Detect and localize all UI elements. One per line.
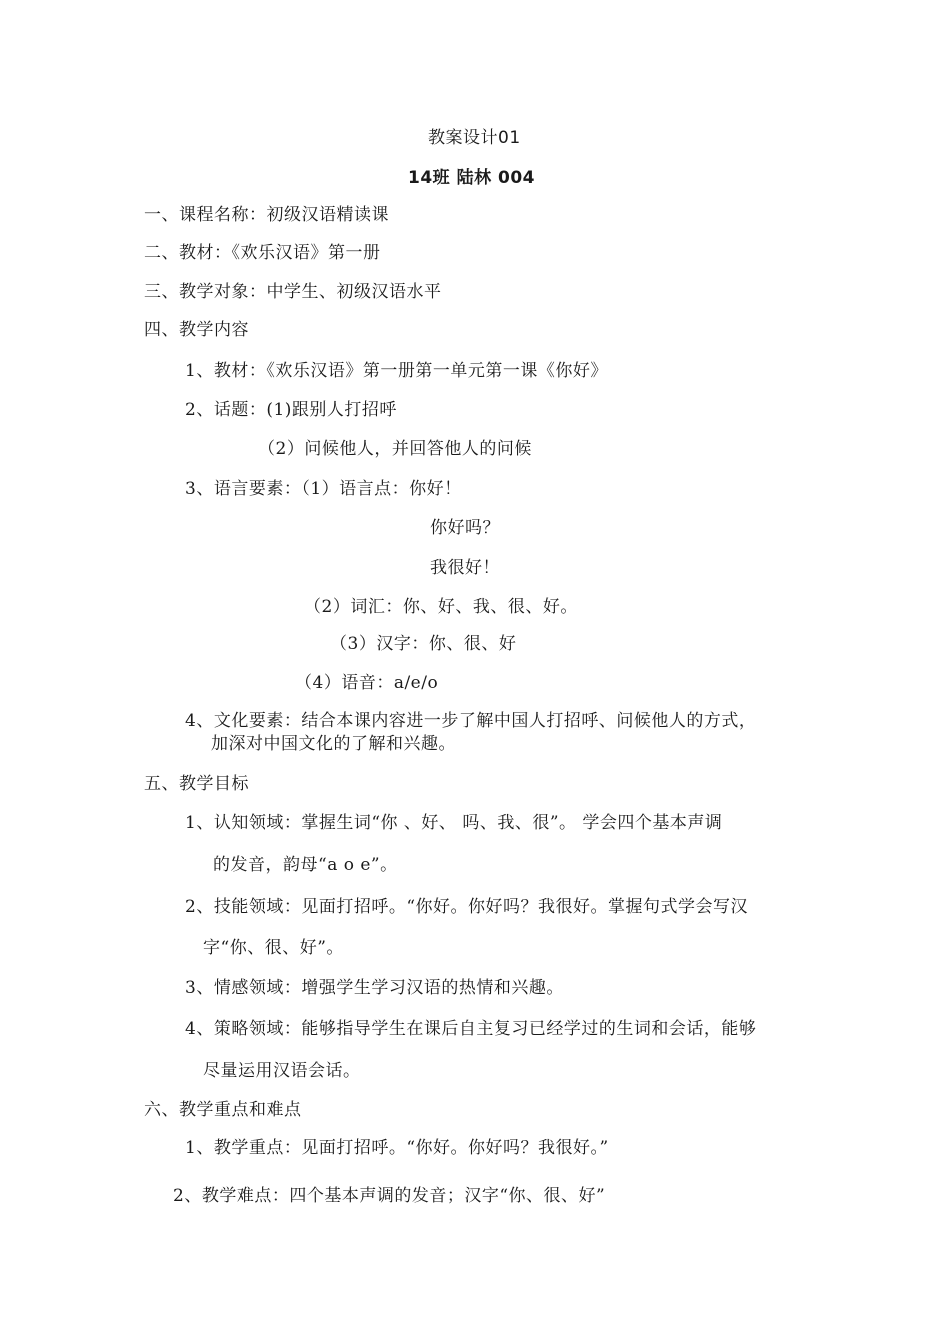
section-audience: 三、教学对象：中学生、初级汉语水平 <box>144 282 442 302</box>
section-teaching-goals: 五、教学目标 <box>144 774 249 794</box>
content-item-phonetics: （4）语音：a/e/o <box>295 673 439 693</box>
content-item-culture: 4、文化要素：结合本课内容进一步了解中国人打招呼、问候他人的方式， <box>185 711 757 731</box>
content-item-culture-2: 加深对中国文化的了解和兴趣。 <box>211 734 456 754</box>
content-item-vocab: （2）词汇：你、好、我、很、好。 <box>304 597 578 617</box>
section-textbook: 二、教材：《欢乐汉语》第一册 <box>144 243 381 263</box>
content-item-language-3: 我很好！ <box>430 558 500 578</box>
goal-strategy: 4、策略领域：能够指导学生在课后自主复习已经学过的生词和会话，能够 <box>185 1019 757 1039</box>
goal-affective: 3、情感领域：增强学生学习汉语的热情和兴趣。 <box>185 978 564 998</box>
content-item-language: 3、语言要素：（1）语言点：你好！ <box>185 479 462 499</box>
content-item-textbook: 1、教材：《欢乐汉语》第一册第一单元第一课《你好》 <box>185 361 608 381</box>
key-point: 1、教学重点：见面打招呼。“你好。你好吗？我很好。” <box>185 1138 609 1158</box>
goal-cognitive-2: 的发音，韵母“a o e”。 <box>213 855 398 875</box>
page-subtitle: 14班 陆林 004 <box>408 168 535 188</box>
goal-skill: 2、技能领域：见面打招呼。“你好。你好吗？我很好。掌握句式学会写汉 <box>185 897 749 917</box>
content-item-topic: 2、话题：(1)跟别人打招呼 <box>185 400 397 420</box>
section-teaching-content: 四、教学内容 <box>144 320 249 340</box>
goal-cognitive: 1、认知领域：掌握生词“你 、好、 吗、我、很”。 学会四个基本声调 <box>185 813 723 833</box>
goal-skill-2: 字“你、很、好”。 <box>203 938 344 958</box>
difficult-point: 2、教学难点：四个基本声调的发音；汉字“你、很、好” <box>173 1186 606 1206</box>
content-item-characters: （3）汉字：你、很、好 <box>330 634 517 654</box>
section-course-name: 一、课程名称：初级汉语精读课 <box>144 205 389 225</box>
content-item-topic-2: （2）问候他人，并回答他人的问候 <box>258 439 532 459</box>
page-title: 教案设计01 <box>428 128 521 148</box>
content-item-language-2: 你好吗？ <box>430 518 500 538</box>
goal-strategy-2: 尽量运用汉语会话。 <box>203 1061 361 1081</box>
section-key-difficult-points: 六、教学重点和难点 <box>144 1100 302 1120</box>
